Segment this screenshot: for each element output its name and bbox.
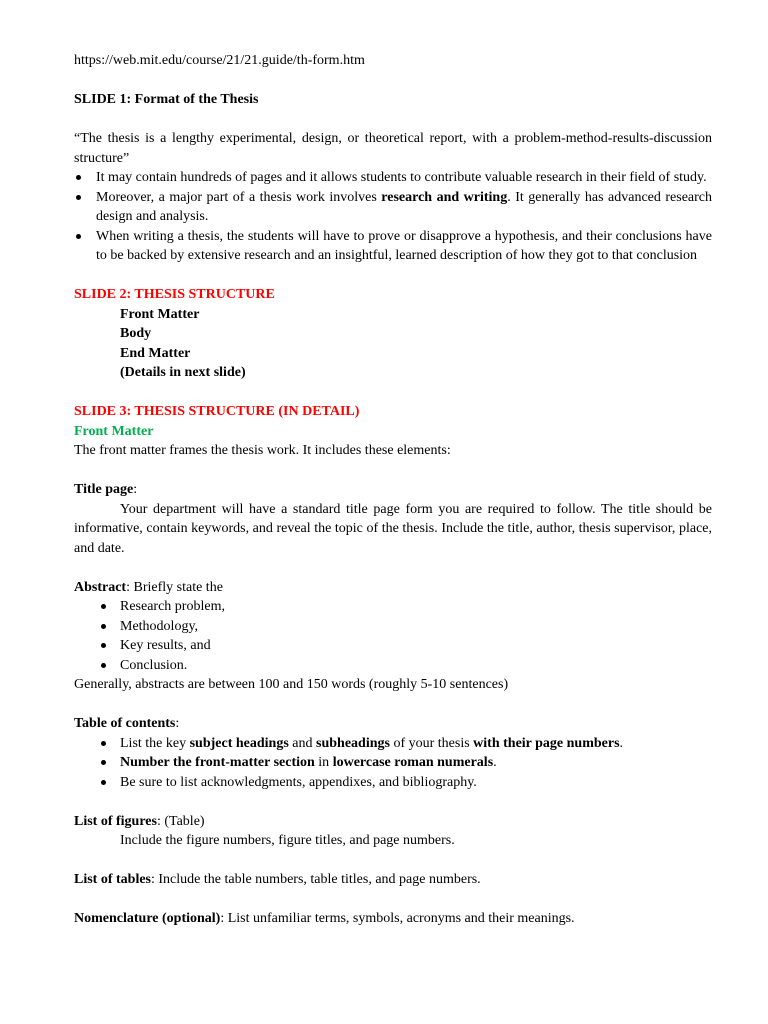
list-item: Key results, and bbox=[74, 636, 712, 656]
abstract-note: Generally, abstracts are between 100 and 150 words (roughly 5-10 sentences) bbox=[74, 677, 509, 692]
bullet-icon bbox=[101, 760, 106, 765]
slide1-bullet-list bbox=[74, 168, 712, 266]
figures-label-line: List of figures: (Table) bbox=[74, 813, 205, 829]
slide2-heading: SLIDE 2: THESIS STRUCTURE bbox=[74, 287, 275, 302]
tables-line: List of tables: Include the table numbers, table titles, and page numbers. bbox=[74, 872, 481, 887]
list-item: Number the front-matter section in lowercase roman numerals. bbox=[74, 753, 712, 773]
bullet-icon bbox=[76, 234, 81, 239]
bullet-icon bbox=[101, 624, 106, 629]
bullet-icon bbox=[76, 195, 81, 200]
bullet-icon bbox=[101, 780, 106, 785]
slide2-item: Body bbox=[120, 326, 152, 341]
bullet-icon bbox=[76, 175, 81, 180]
figures-detail: Include the figure numbers, figure titles, and page numbers. bbox=[120, 833, 455, 848]
bullet-icon bbox=[101, 663, 106, 668]
front-matter-intro: The front matter frames the thesis work. It includes these elements: bbox=[74, 443, 451, 458]
slide1-quote: “The thesis is a lengthy experimental, design, or theoretical report, with a problem-method-results-discussion structure” bbox=[74, 131, 712, 166]
list-item: When writing a thesis, the students will have to prove or disapprove a hypothesis, and their conclusions have to be backed by extensive research and an insightful, learned description of how they got to that conclusion bbox=[74, 227, 712, 266]
nomenclature-line: Nomenclature (optional): List unfamiliar terms, symbols, acronyms and their meanings. bbox=[74, 911, 575, 926]
slide1-heading: SLIDE 1: Format of the Thesis bbox=[74, 92, 259, 107]
abstract-label-line: Abstract: Briefly state the bbox=[74, 579, 223, 595]
title-page-label-line: Title page: bbox=[74, 482, 138, 497]
list-item: Be sure to list acknowledgments, appendixes, and bibliography. bbox=[74, 773, 712, 793]
list-item: Moreover, a major part of a thesis work involves research and writing. It generally has advanced research design and analysis. bbox=[74, 188, 712, 227]
slide2-item: End Matter bbox=[120, 345, 191, 361]
bullet-icon bbox=[101, 741, 106, 746]
source-url: https://web.mit.edu/course/21/21.guide/th-form.htm bbox=[74, 53, 365, 68]
title-page-text: Your department will have a standard title page form you are required to follow. The title should be informative, contain keywords, and reveal the topic of the thesis. Include the title, author, thesis supervisor, place, and date. bbox=[74, 501, 712, 556]
slide3-heading: SLIDE 3: THESIS STRUCTURE (IN DETAIL) bbox=[74, 404, 360, 419]
bullet-icon bbox=[101, 643, 106, 648]
front-matter-heading: Front Matter bbox=[74, 423, 154, 439]
slide2-item: Front Matter bbox=[120, 306, 200, 322]
list-item: Conclusion. bbox=[74, 656, 712, 676]
abstract-list bbox=[74, 597, 712, 675]
bullet-icon bbox=[101, 604, 106, 609]
list-item: List the key subject headings and subheadings of your thesis with their page numbers. bbox=[74, 734, 712, 754]
list-item: Methodology, bbox=[74, 617, 712, 637]
slide2-item: (Details in next slide) bbox=[120, 365, 246, 380]
toc-list bbox=[74, 734, 712, 793]
toc-label-line: Table of contents: bbox=[74, 716, 180, 731]
list-item: Research problem, bbox=[74, 597, 712, 617]
list-item: It may contain hundreds of pages and it allows students to contribute valuable research in their field of study. bbox=[74, 168, 712, 188]
